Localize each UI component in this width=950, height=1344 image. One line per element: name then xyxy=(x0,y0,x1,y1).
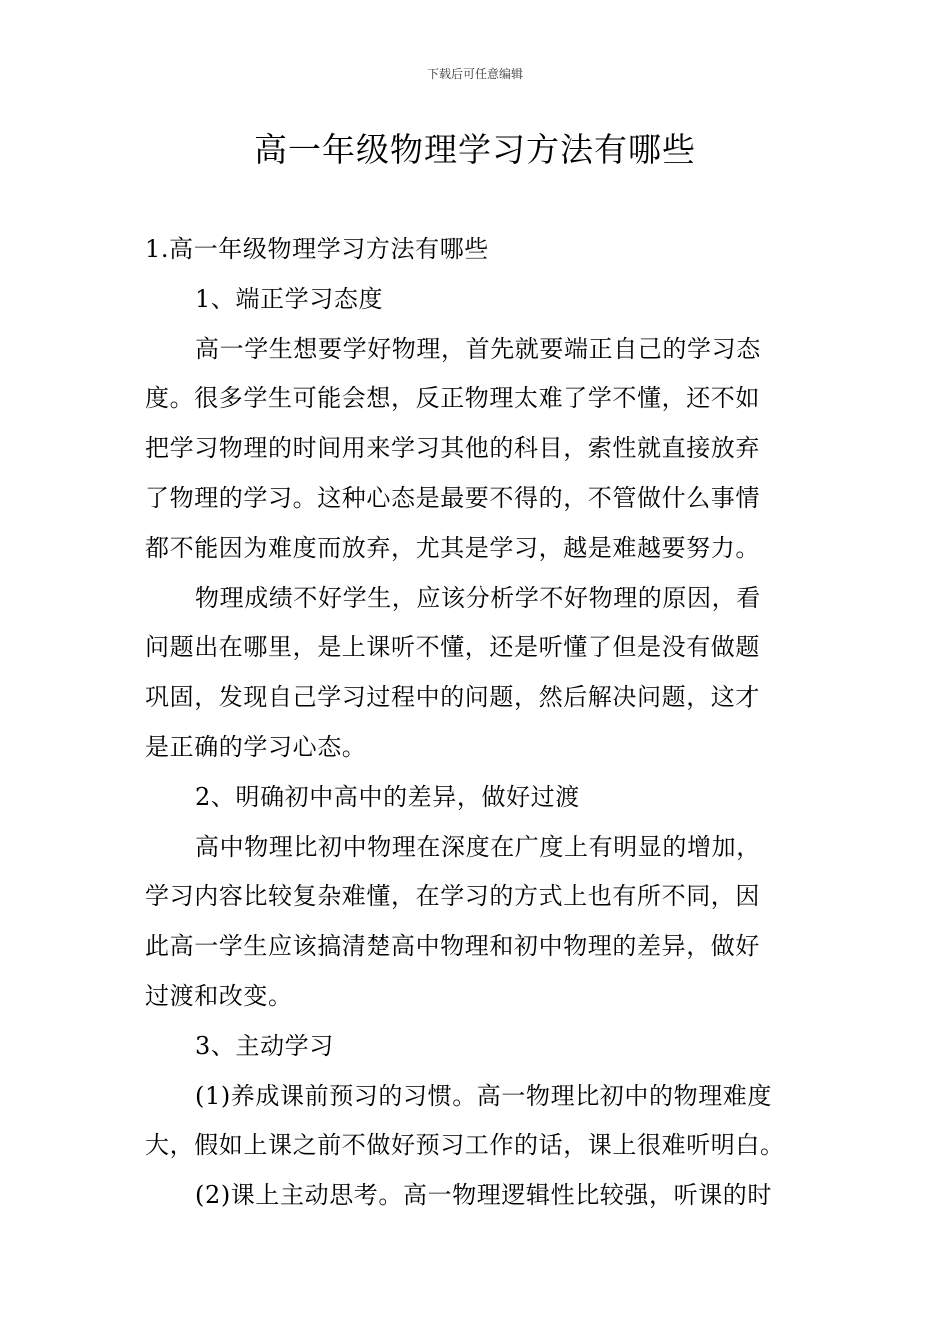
body-line: 巩固，发现自己学习过程中的问题，然后解决问题，这才 xyxy=(145,683,760,712)
header-note: 下载后可任意编辑 xyxy=(426,67,523,81)
body-line: (1)养成课前预习的习惯。高一物理比初中的物理难度 xyxy=(195,1081,772,1110)
body-line: 大，假如上课之前不做好预习工作的话，课上很难听明白。 xyxy=(145,1131,785,1160)
body-line: 学习内容比较复杂难懂，在学习的方式上也有所不同，因 xyxy=(145,882,760,911)
body-line: 度。很多学生可能会想，反正物理太难了学不懂，还不如 xyxy=(145,384,760,413)
body-line: 高中物理比初中物理在深度在广度上有明显的增加， xyxy=(195,832,761,861)
body-line: 2、明确初中高中的差异，做好过渡 xyxy=(195,782,580,811)
document-body xyxy=(145,225,810,1221)
body-line: 高一学生想要学好物理，首先就要端正自己的学习态 xyxy=(195,334,761,363)
body-line: 把学习物理的时间用来学习其他的科目，索性就直接放弃 xyxy=(145,434,760,463)
body-line: 1.高一年级物理学习方法有哪些 xyxy=(145,235,489,263)
body-line: 问题出在哪里，是上课听不懂，还是听懂了但是没有做题 xyxy=(145,633,760,662)
body-line: 3、主动学习 xyxy=(195,1031,334,1060)
body-line: 是正确的学习心态。 xyxy=(145,732,367,761)
body-line: 物理成绩不好学生，应该分析学不好物理的原因，看 xyxy=(195,583,761,612)
body-line: 过渡和改变。 xyxy=(145,981,293,1010)
body-line: 1、端正学习态度 xyxy=(195,284,384,313)
body-line: 了物理的学习。这种心态是最要不得的，不管做什么事情 xyxy=(145,483,760,512)
body-line: 都不能因为难度而放弃，尤其是学习，越是难越要努力。 xyxy=(145,533,760,562)
document-title: 高一年级物理学习方法有哪些 xyxy=(254,130,696,169)
body-line: 此高一学生应该搞清楚高中物理和初中物理的差异，做好 xyxy=(145,932,760,961)
body-line: (2)课上主动思考。高一物理逻辑性比较强，听课的时 xyxy=(195,1181,772,1210)
